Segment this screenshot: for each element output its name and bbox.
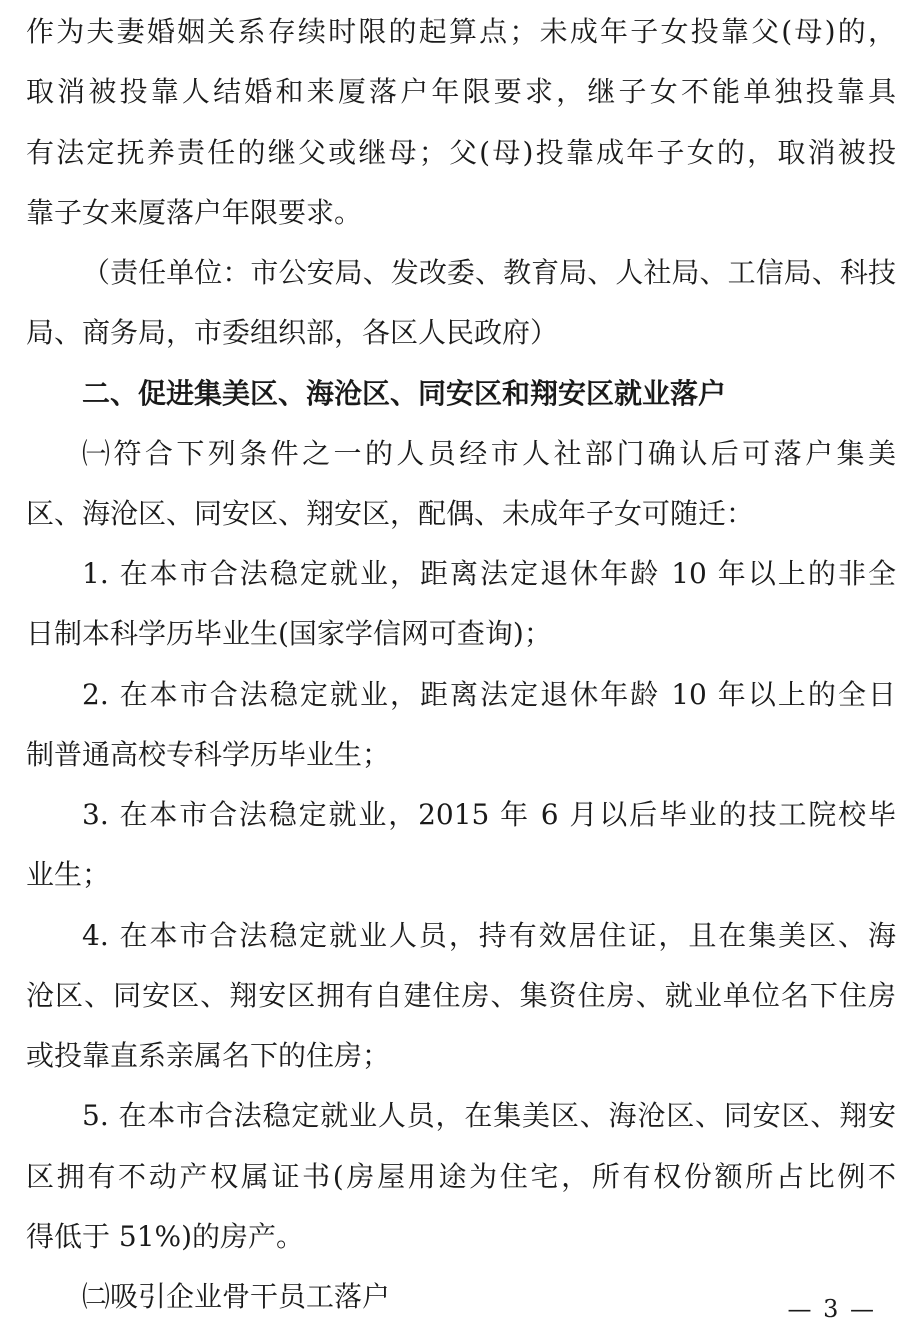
text-line: 取消被投靠人结婚和来厦落户年限要求，继子女不能单独投靠具: [26, 75, 896, 108]
list-item-line: 制普通高校专科学历毕业生；: [26, 738, 391, 771]
text-line: ㈠符合下列条件之一的人员经市人社部门确认后可落户集美: [82, 437, 896, 470]
text-line: 区、海沧区、同安区、翔安区，配偶、未成年子女可随迁：: [26, 497, 755, 530]
list-item-line: 区拥有不动产权属证书(房屋用途为住宅，所有权份额所占比例不: [26, 1160, 896, 1193]
list-item-line: 3. 在本市合法稳定就业，2015 年 6 月以后毕业的技工院校毕: [82, 798, 896, 831]
subsection-heading: ㈡吸引企业骨干员工落户: [82, 1280, 391, 1313]
text-line: 作为夫妻婚姻关系存续时限的起算点；未成年子女投靠父(母)的，: [26, 15, 896, 48]
list-item-line: 日制本科学历毕业生(国家学信网可查询)；: [26, 617, 552, 650]
page-number: — 3 —: [787, 1295, 876, 1323]
list-item-line: 1. 在本市合法稳定就业，距离法定退休年龄 10 年以上的非全: [82, 557, 896, 590]
responsible-units-line: （责任单位：市公安局、发改委、教育局、人社局、工信局、科技: [82, 256, 896, 289]
list-item-line: 2. 在本市合法稳定就业，距离法定退休年龄 10 年以上的全日: [82, 678, 896, 711]
list-item-line: 沧区、同安区、翔安区拥有自建住房、集资住房、就业单位名下住房: [26, 979, 896, 1012]
section-heading: 二、促进集美区、海沧区、同安区和翔安区就业落户: [82, 377, 727, 410]
responsible-units-line: 局、商务局，市委组织部，各区人民政府）: [26, 316, 559, 349]
text-line: 靠子女来厦落户年限要求。: [26, 196, 363, 229]
text-line: 有法定抚养责任的继父或继母；父(母)投靠成年子女的，取消被投: [26, 136, 896, 169]
list-item-line: 5. 在本市合法稳定就业人员，在集美区、海沧区、同安区、翔安: [82, 1099, 896, 1132]
list-item-line: 业生；: [26, 858, 111, 891]
list-item-line: 得低于 51%)的房产。: [26, 1220, 305, 1253]
list-item-line: 或投靠直系亲属名下的住房；: [26, 1039, 391, 1072]
list-item-line: 4. 在本市合法稳定就业人员，持有效居住证，且在集美区、海: [82, 919, 896, 952]
